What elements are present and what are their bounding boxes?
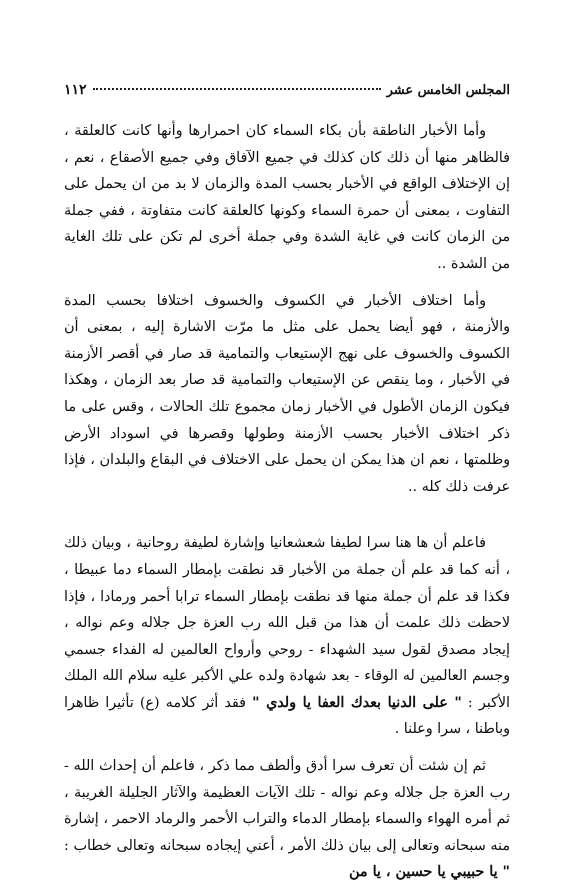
page-number: ١١٢	[64, 82, 87, 98]
quotation-2: " يا حبيبي يا حسين ، يا من	[349, 864, 510, 881]
paragraph-4	[64, 753, 510, 886]
paragraph-1: وأما الأخبار الناطقة بأن بكاء السماء كان احمرارها وأنها كانت كالعلقة ، فالظاهر منها أن ذلك كان كذلك في جميع الآفاق وفي جميع الأصقاع ، نعم ، إن الإختلاف الواقع في الأخبار بحسب المدة والزمان لا بد من ان يحمل على التفاوت ، بمعنى أن حمرة السماء وكونها كالعلقة كانت متفاوتة ، ففي جملة من الزمان كانت في غاية الشدة وفي جملة أخرى لم تكن على تلك الغاية من الشدة ..	[64, 123, 510, 272]
page-body	[64, 118, 510, 886]
page-header	[64, 82, 510, 98]
header-dotted-leader	[93, 88, 381, 90]
quotation-text: على الدنيا بعدك العفا يا ولدي	[266, 694, 448, 711]
chapter-title: المجلس الخامس عشر	[386, 83, 510, 98]
paragraph-3	[64, 530, 510, 743]
paragraph-4-text: ثم إن شئت أن تعرف سرا أدق وألطف مما ذكر ، فاعلم أن إحداث الله - رب العزة جل جلاله وعم نواله - تلك الآيات العظيمة والآثار الجليلة الغريبة ، ثم أمره الهواء والسماء بإمطار الدماء والتراب الأحمر والرماد الاحمر ، إشارة منه سبحانه وتعالى إلى بيان ذلك الأمر ، أعني إيجاده سبحانه وتعالى خطاب :	[64, 758, 510, 854]
paragraph-2: وأما اختلاف الأخبار في الكسوف والخسوف اختلافا بحسب المدة والأزمنة ، فهو أيضا يحمل على مثل ما مرّت الاشارة إليه ، بمعنى أن الكسوف والخسوف على نهج الإستيعاب والتمامية قد صار في أقصر الأزمنة في الأخبار ، وما ينقص عن الإستيعاب والتمامية قد صار بعد الزمان ، وهكذا فيكون الزمان الأطول في الأخبار زمان مجموع تلك الحالات ، وقس على ما ذكر اختلاف الأخبار بحسب الأزمنة وطولها وقصرها في اسوداد الأرض وظلمتها ، نعم ان هذا يمكن ان يحمل على الاختلاف في البقاع والبلدان ، فإذا عرفت ذلك كله ..	[64, 292, 510, 495]
quotation: " على الدنيا بعدك العفا يا ولدي "	[252, 694, 462, 711]
paragraph-3-continuation: فقد أثر كلامه (ع) تأثيرا ظاهرا وباطنا ، سرا وعلنا .	[64, 694, 510, 738]
paragraph-3-text: فاعلم أن ها هنا سرا لطيفا شعشعانيا وإشارة لطيفة روحانية ، وبيان ذلك ، أنه كما قد علم أن جملة من الأخبار قد نطقت بإمطار السماء دما عبيطا ، فكذا قد علم أن جملة منها قد نطقت بإمطار السماء ترابا أحمر ورمادا ، فإذا لاحظت ذلك علمت أن هذا من قبل الله رب العزة جل جلاله وعم نواله ، إيجاد مصدق لقول سيد الشهداء - روحي وأرواح العالمين له الفداء جسمي وجسم العالمين له الوقاء - بعد شهادة ولده علي الأكبر عليه سلام الله الملك الأكبر :	[64, 535, 510, 711]
quotation-2-text: يا حبيبي يا حسين ، يا من	[349, 864, 498, 881]
